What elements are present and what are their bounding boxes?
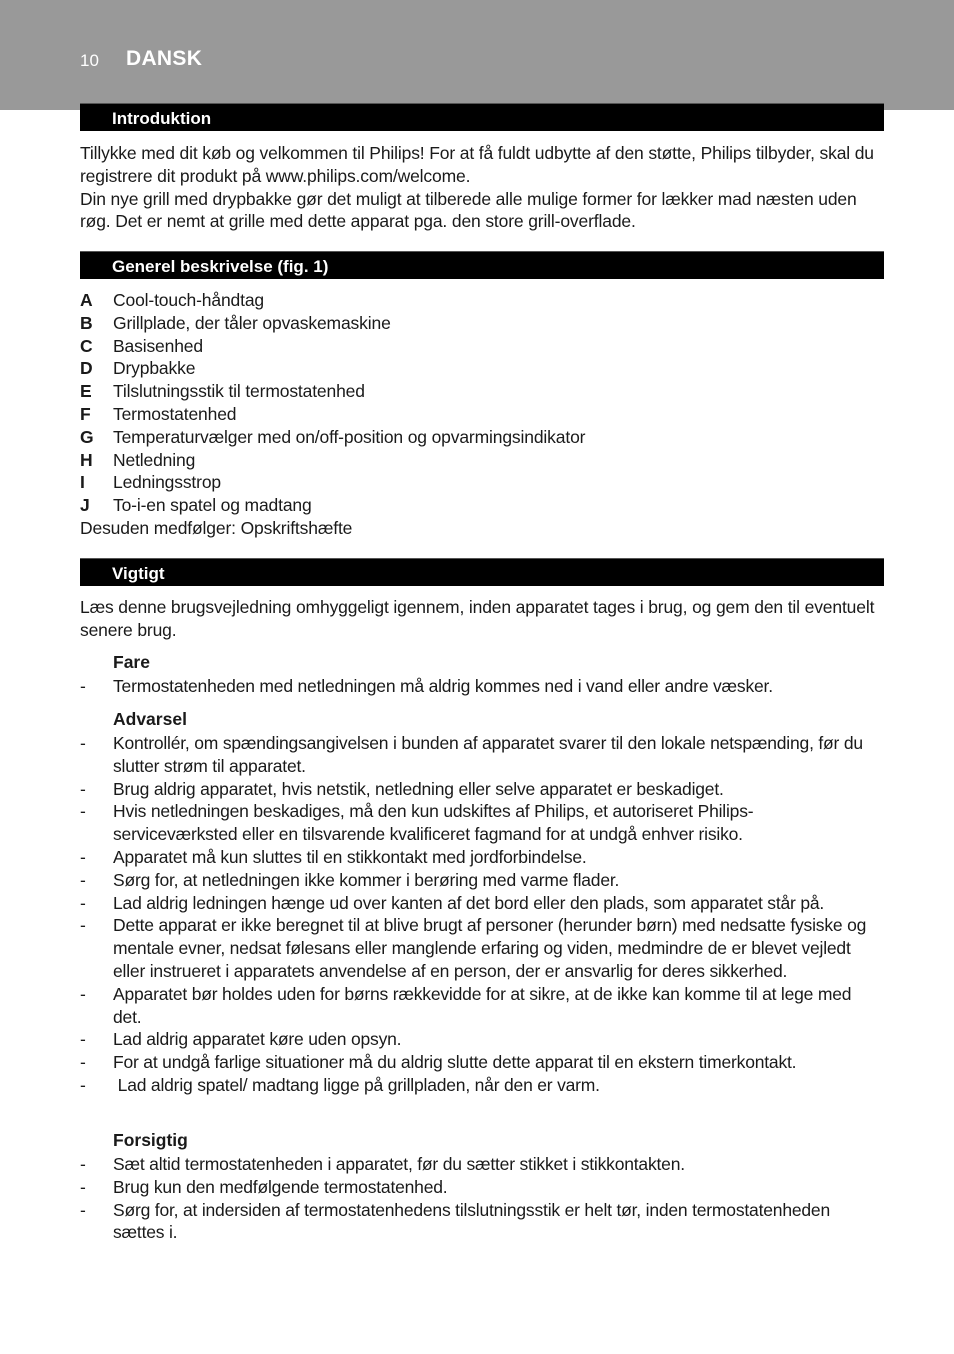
list-dash: - — [80, 983, 86, 1004]
component-letter: H — [80, 449, 93, 470]
list-item — [80, 846, 875, 869]
component-label: Ledningsstrop — [113, 472, 221, 493]
list-item-text: Brug aldrig apparatet, hvis netstik, netledning eller selve apparatet er beskadiget. — [113, 778, 724, 799]
list-dash: - — [80, 1029, 86, 1050]
list-item — [80, 892, 875, 915]
list-dash: - — [80, 733, 86, 753]
list-dash: - — [80, 1199, 86, 1220]
list-dash: - — [80, 801, 86, 822]
intro-text — [80, 142, 880, 233]
list-dash: - — [80, 1176, 86, 1197]
list-dash: - — [80, 1154, 86, 1174]
component-item — [80, 335, 880, 358]
list-item — [80, 732, 875, 778]
list-item-text: Termostatenheden med netledningen må aldrig kommes ned i vand eller andre væsker. — [113, 676, 773, 696]
list-item-text: Lad aldrig spatel/ madtang ligge på grillpladen, når den er varm. — [113, 1074, 600, 1095]
component-label: Cool-touch-håndtag — [113, 290, 265, 310]
list-item-text: Lad aldrig apparatet køre uden opsyn. — [113, 1029, 402, 1050]
list-item — [80, 675, 875, 698]
component-letter: G — [80, 426, 94, 447]
list-item-text: Sæt altid termostatenheden i apparatet, før du sætter stikket i stikkontakten. — [113, 1154, 685, 1174]
component-item — [80, 494, 880, 517]
warning-heading: Advarsel — [113, 709, 187, 729]
list-item — [80, 1153, 875, 1176]
component-item — [80, 449, 880, 472]
component-item — [80, 403, 880, 426]
component-letter: I — [80, 472, 85, 493]
intro-paragraph: Din nye grill med drypbakke gør det muligt at tilberede alle mulige former for lækker mad næsten uden røg. Det er nemt at grille med dette apparat pga. den store grill-overflade. — [80, 188, 857, 232]
section-title-important: Vigtigt — [112, 564, 165, 583]
component-letter: D — [80, 358, 93, 379]
important-intro — [80, 596, 880, 642]
list-item — [80, 800, 875, 846]
component-item — [80, 380, 880, 403]
list-item-text: Hvis netledningen beskadiges, må den kun udskiftes af Philips, et autoriseret Philips-serviceværksted eller en tilsvarende kvalificeret fagmand for at undgå enhver risiko. — [113, 801, 754, 845]
intro-paragraph: Tillykke med dit køb og velkommen til Philips! For at få fuldt udbytte af den støtte, Philips tilbyder, skal du registrere dit produkt på www.philips.com/welcome. — [80, 143, 874, 186]
section-title-introduction: Introduktion — [112, 109, 212, 128]
component-list — [80, 289, 880, 540]
list-dash: - — [80, 778, 86, 799]
component-letter: C — [80, 335, 93, 356]
page-number: 10 — [80, 51, 99, 70]
component-letter: E — [80, 381, 92, 402]
component-item — [80, 357, 880, 380]
component-item — [80, 426, 880, 449]
component-letter: F — [80, 403, 91, 424]
component-label: Netledning — [113, 449, 196, 470]
important-intro-text: Læs denne brugsvejledning omhyggeligt igennem, inden apparatet tages i brug, og gem den til eventuelt senere brug. — [80, 597, 875, 640]
section-title-general-description: Generel beskrivelse (fig. 1) — [112, 257, 329, 276]
component-item — [80, 289, 880, 312]
list-item — [80, 1199, 875, 1245]
list-item-text: For at undgå farlige situationer må du aldrig slutte dette apparat til en ekstern timerkontakt. — [113, 1052, 797, 1073]
list-item — [80, 983, 875, 1029]
component-label: Temperaturvælger med on/off-position og opvarmingsindikator — [113, 426, 586, 447]
list-item — [80, 1074, 875, 1097]
component-label: Tilslutningsstik til termostatenhed — [113, 381, 365, 402]
component-label: To-i-en spatel og madtang — [113, 495, 312, 516]
component-label: Termostatenhed — [113, 403, 237, 424]
list-dash: - — [80, 1074, 86, 1095]
component-letter: J — [80, 495, 90, 516]
included-accessories: Desuden medfølger: Opskriftshæfte — [80, 517, 353, 538]
section-bar-introduction — [80, 103, 884, 131]
component-letter: B — [80, 312, 93, 333]
list-dash: - — [80, 1052, 86, 1073]
list-item — [80, 869, 875, 892]
page-header — [0, 0, 954, 110]
list-item-text: Kontrollér, om spændingsangivelsen i bunden af apparatet svarer til den lokale netspænding, før du slutter strøm til apparatet. — [113, 733, 863, 776]
component-label: Basisenhed — [113, 335, 203, 356]
caution-list — [80, 1153, 875, 1244]
list-item-text: Apparatet bør holdes uden for børns rækkevidde for at sikre, at de ikke kan komme til at lege med det. — [113, 983, 852, 1027]
component-letter: A — [80, 290, 93, 310]
list-item — [80, 1176, 875, 1199]
list-item-text: Sørg for, at netledningen ikke kommer i berøring med varme flader. — [113, 869, 620, 890]
component-label: Drypbakke — [113, 358, 196, 379]
list-dash: - — [80, 915, 86, 936]
component-item — [80, 312, 880, 335]
list-item — [80, 1028, 875, 1051]
list-item — [80, 914, 875, 982]
danger-list — [80, 675, 875, 698]
list-item — [80, 778, 875, 801]
list-item-text: Brug kun den medfølgende termostatenhed. — [113, 1176, 448, 1197]
list-dash: - — [80, 869, 86, 890]
list-item-text: Sørg for, at indersiden af termostatenhedens tilslutningsstik er helt tør, inden termostatenheden sættes i. — [113, 1199, 830, 1243]
caution-heading: Forsigtig — [113, 1130, 188, 1150]
list-item — [80, 1051, 875, 1074]
component-label: Grillplade, der tåler opvaskemaskine — [113, 312, 391, 333]
section-bar-important — [80, 558, 884, 586]
list-item-text: Lad aldrig ledningen hænge ud over kanten af det bord eller den plads, som apparatet står på. — [113, 892, 825, 913]
list-dash: - — [80, 676, 86, 696]
list-item-text: Dette apparat er ikke beregnet til at blive brugt af personer (herunder børn) med nedsatte fysiske og mentale evner, nedsat følesans eller manglende erfaring og viden, medmindre de er blevet vejledt eller instrueret i apparatets anvendelse af en person, der er ansvarlig for deres sikkerhed. — [113, 915, 867, 981]
component-item — [80, 471, 880, 494]
warning-list — [80, 732, 875, 1097]
list-item-text: Apparatet må kun sluttes til en stikkontakt med jordforbindelse. — [113, 846, 587, 867]
list-dash: - — [80, 892, 86, 913]
language-heading: DANSK — [126, 47, 203, 70]
section-bar-general-description — [80, 251, 884, 279]
list-dash: - — [80, 846, 86, 867]
danger-heading: Fare — [113, 652, 150, 672]
